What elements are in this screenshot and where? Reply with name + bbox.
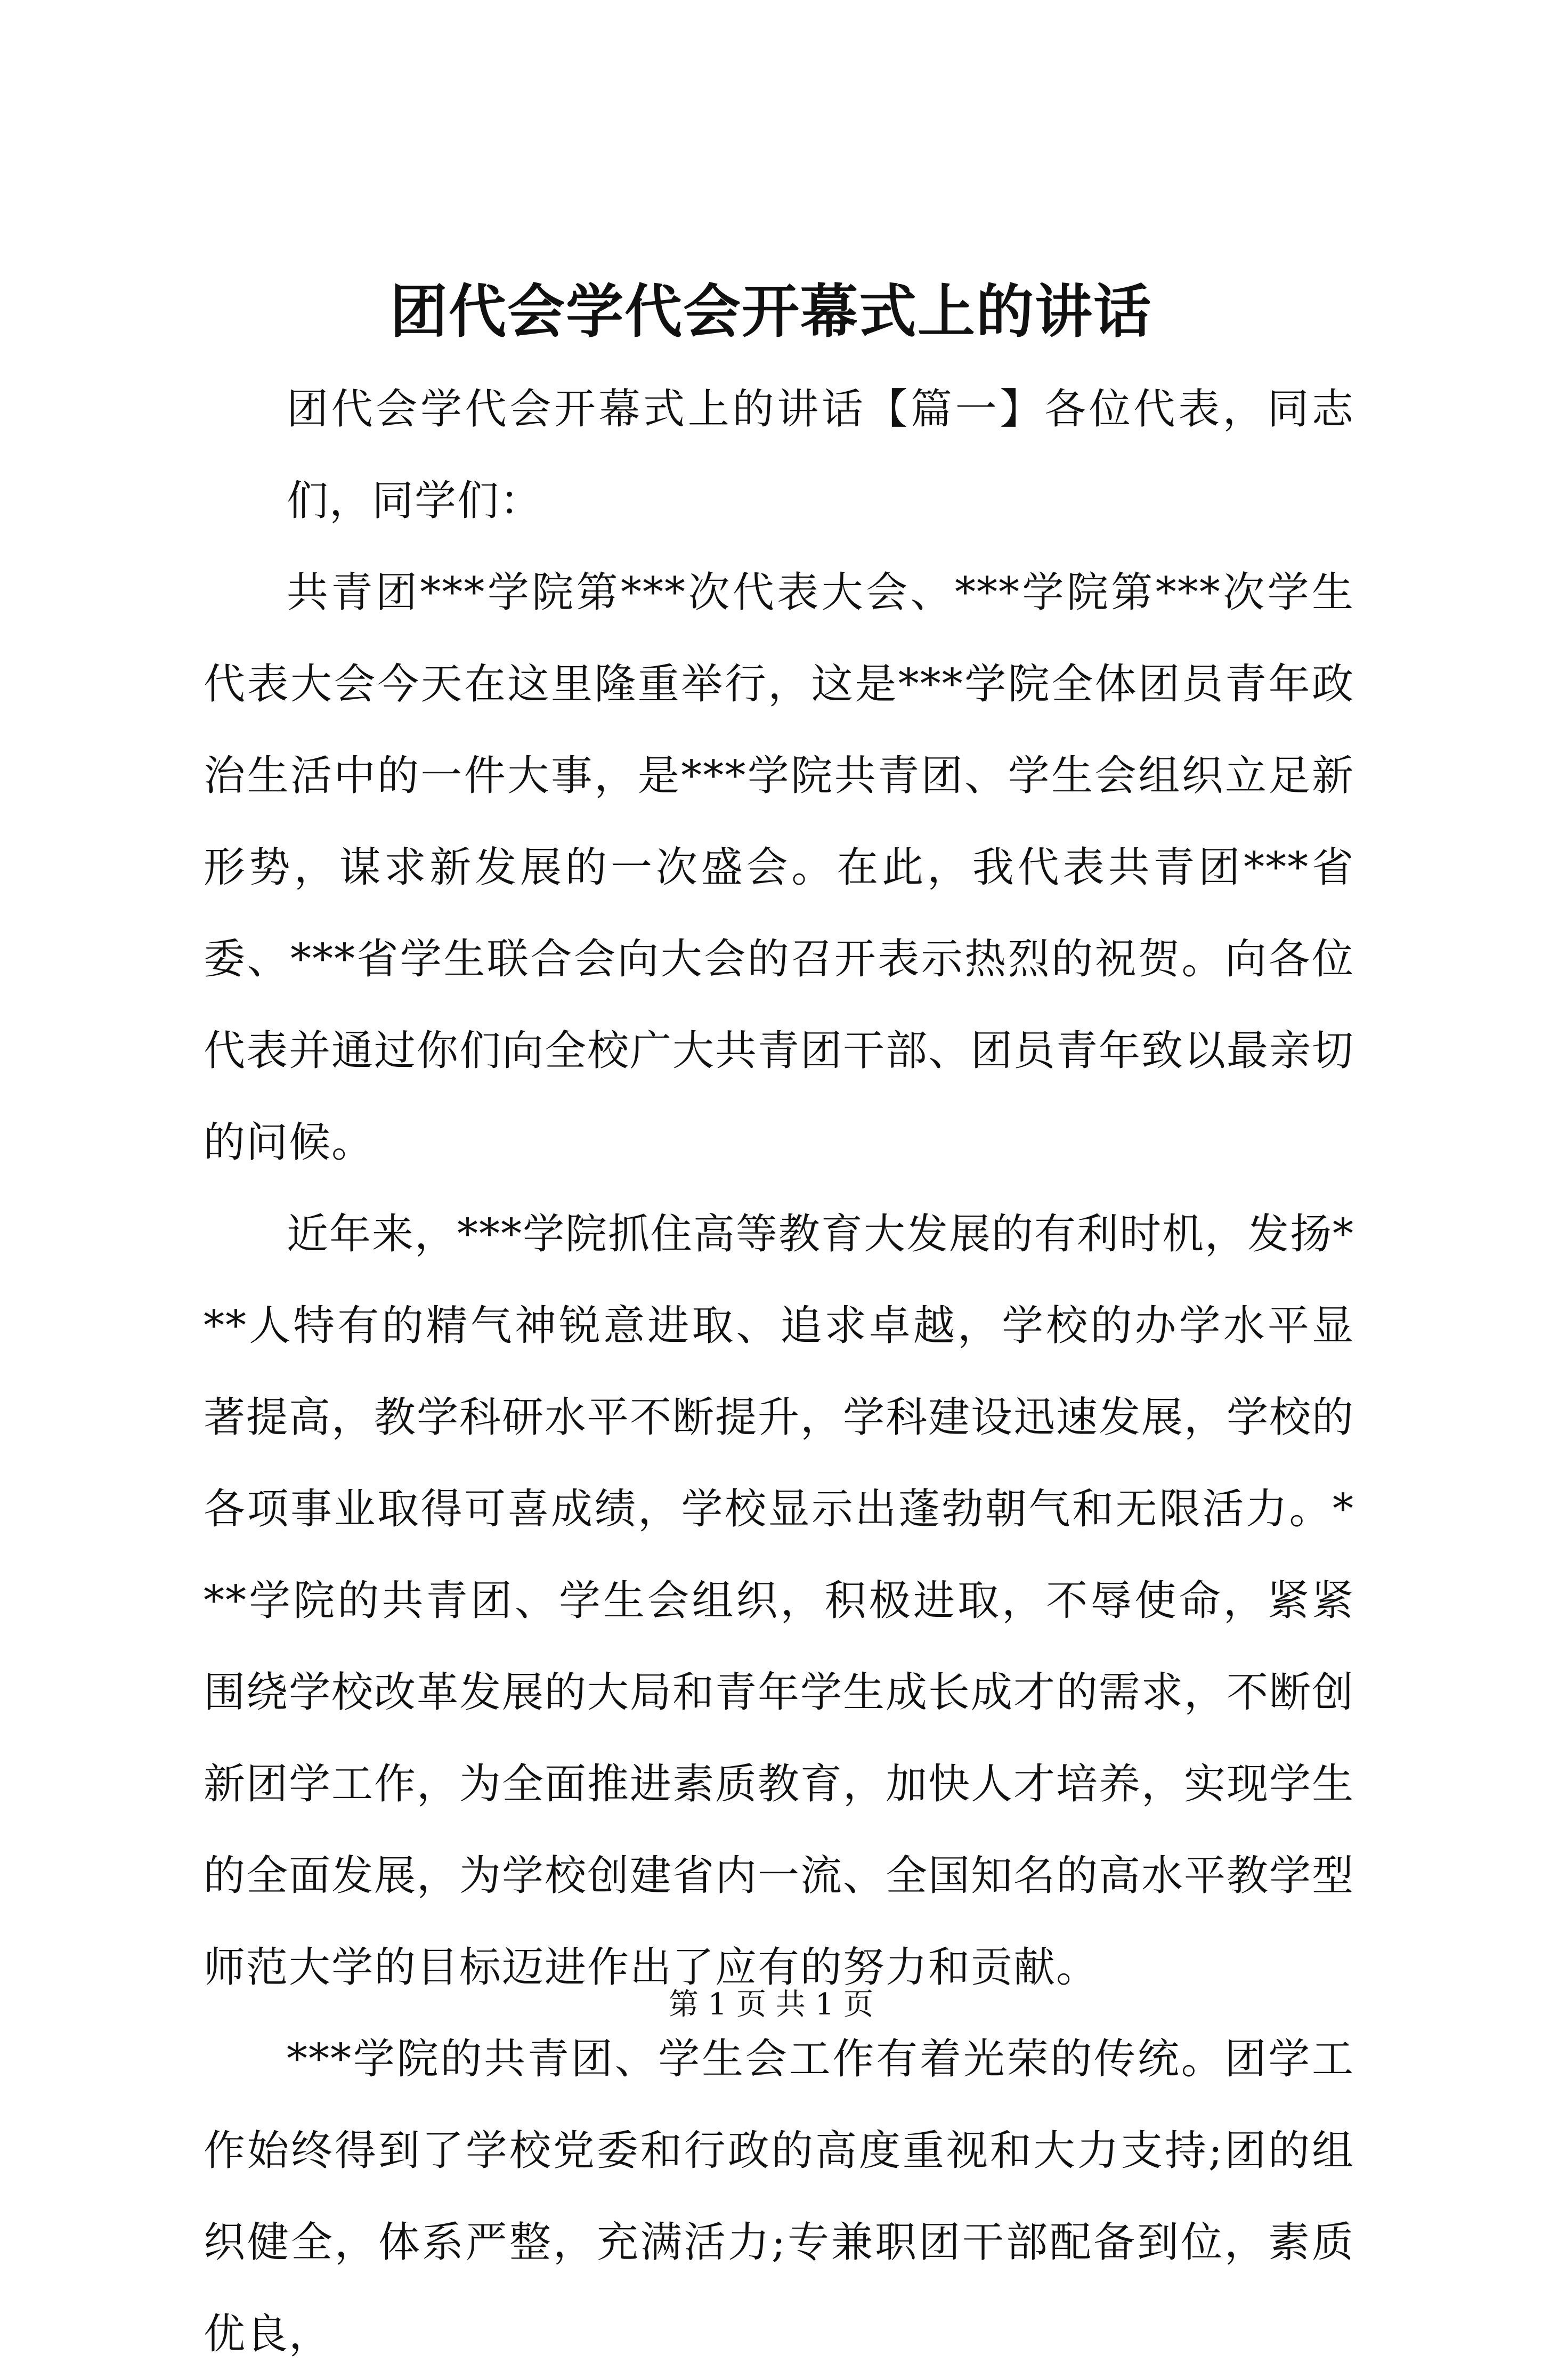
document-body (204, 363, 1354, 2380)
page-footer: 第 1 页 共 1 页 (668, 1987, 874, 2022)
document-title: 团代会学代会开幕式上的讲话 (389, 278, 1152, 345)
paragraph-opening: 共青团***学院第***次代表大会、***学院第***次学生代表大会今天在这里隆重举行，这是***学院全体团员青年政治生活中的一件大事，是***学院共青团、学生会组织立足新形势，谋求新发展的一次盛会。在此，我代表共青团***省委、***省学生联合会向大会的召开表示热烈的祝贺。向各位代表并通过你们向全校广大共青团干部、团员青年致以最亲切的问候。 (204, 569, 1355, 1167)
paragraph-tradition: ***学院的共青团、学生会工作有着光荣的传统。团学工作始终得到了学校党委和行政的高度重视和大力支持;团的组织健全，体系严整，充满活力;专兼职团干部配备到位，素质优良， (204, 2035, 1354, 2358)
paragraph-greeting: 团代会学代会开幕式上的讲话【篇一】各位代表，同志们，同学们： (287, 385, 1354, 525)
paragraph-achievements: 近年来，***学院抓住高等教育大发展的有利时机，发扬***人特有的精气神锐意进取、追求卓越，学校的办学水平显著提高，教学科研水平不断提升，学科建设迅速发展，学校的各项事业取得可喜成绩，学校显示出蓬勃朝气和无限活力。***学院的共青团、学生会组织，积极进取，不辱使命，紧紧围绕学校改革发展的大局和青年学生成长成才的需求，不断创新团学工作，为全面推进素质教育，加快人才培养，实现学生的全面发展，为学校创建省内一流、全国知名的高水平教学型师范大学的目标迈进作出了应有的努力和贡献。 (204, 1210, 1355, 1992)
